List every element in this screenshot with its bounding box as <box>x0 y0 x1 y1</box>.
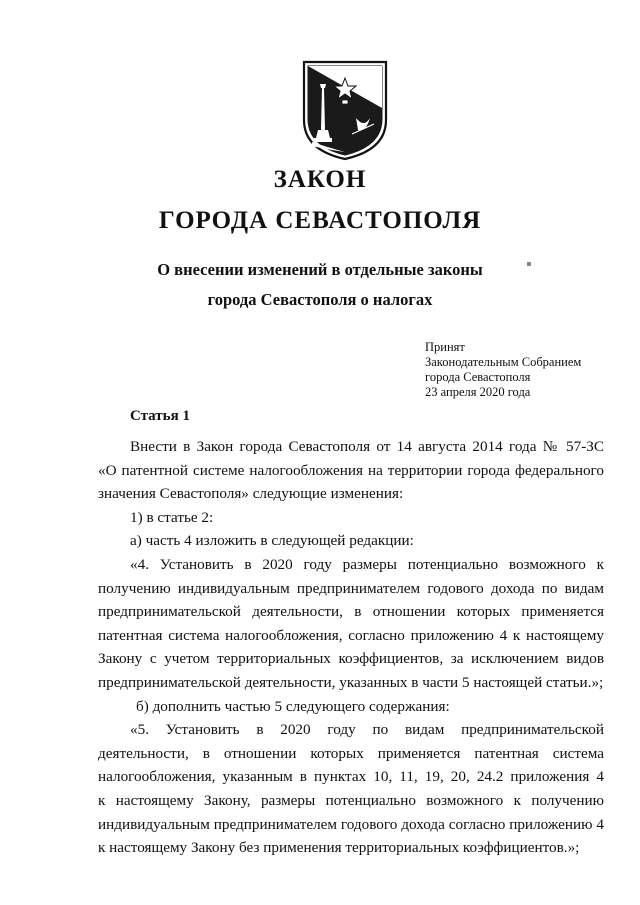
adoption-line: Законодательным Собранием <box>425 355 582 369</box>
text-line: получению индивидуальным предпринимателем годового дохода по видам <box>98 579 604 597</box>
adoption-line: Принят <box>425 340 465 354</box>
text-line: 1) в статье 2: <box>130 508 214 526</box>
law-subtitle-line-2: города Севастополя о налогах <box>207 290 433 309</box>
adoption-date: 23 апреля 2020 года <box>425 385 531 399</box>
text-line: Закону с учетом территориальных коэффициентов, за исключением видов <box>98 650 604 668</box>
adoption-block <box>425 340 581 400</box>
text-line: Внести в Закон города Севастополя от 14 августа 2014 года № 57-ЗС <box>130 438 604 455</box>
text-line: к настоящему Закону без применения территориальных коэффициентов.»; <box>98 839 580 857</box>
text-line: предпринимательской деятельности, указанных в части 5 настоящей статьи.»; <box>98 673 604 691</box>
law-title: ЗАКОН <box>273 166 367 193</box>
article-heading: Статья 1 <box>130 408 190 424</box>
text-line: индивидуальным предпринимателем годового дохода согласно приложению 4 <box>98 815 604 833</box>
article-body <box>98 435 604 860</box>
text-line: «О патентной системе налогообложения на территории города федерального <box>98 461 604 479</box>
adoption-line: города Севастополя <box>425 370 531 384</box>
law-subtitle-line-1: О внесении изменений в отдельные законы <box>157 260 483 279</box>
text-line: значения Севастополя» следующие изменения: <box>98 485 404 503</box>
law-city-title: ГОРОДА СЕВАСТОПОЛЯ <box>158 207 482 234</box>
text-line: налогообложения, указанным в пунктах 10, 11, 19, 20, 24.2 приложения 4 <box>98 768 604 786</box>
text-line: «4. Установить в 2020 году размеры потенциально возможного к <box>130 555 604 573</box>
text-line: «5. Установить в 2020 году по видам предпринимательской <box>130 721 604 739</box>
text-line: б) дополнить частью 5 следующего содержания: <box>136 697 450 715</box>
sevastopol-coat-of-arms-icon <box>300 58 390 162</box>
text-line: предпринимательской деятельности, в отношении которых применяется <box>98 603 604 621</box>
text-line: деятельности, в отношении которых применяется патентная система <box>98 744 604 762</box>
text-line: к настоящему Закону, размеры потенциально возможного к получению <box>98 791 604 809</box>
text-line: а) часть 4 изложить в следующей редакции: <box>130 532 414 550</box>
text-line: патентная система налогообложения, согласно приложению 4 к настоящему <box>98 626 604 644</box>
scan-speck <box>527 262 531 266</box>
